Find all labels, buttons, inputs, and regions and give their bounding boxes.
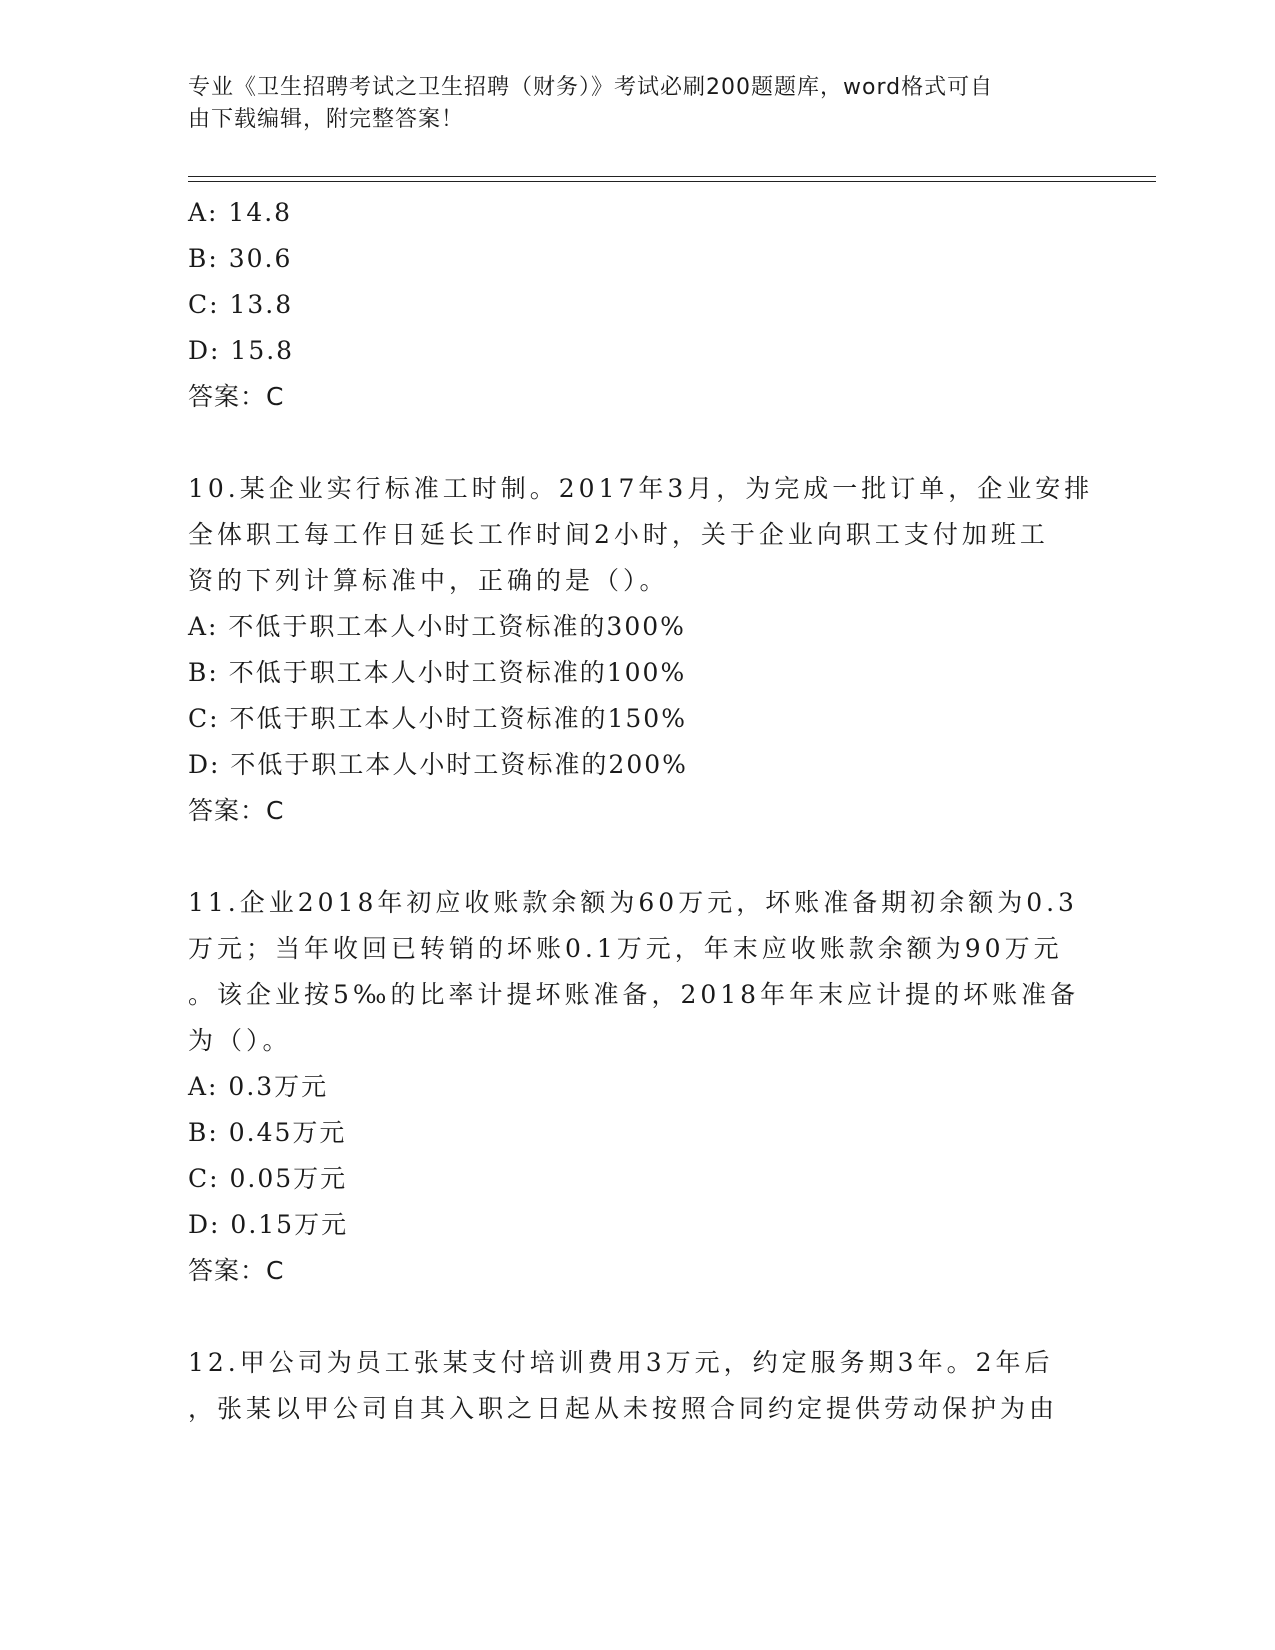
header-divider-top [188,176,1156,177]
header-divider-bottom [188,181,1156,182]
question-text-line: 11.企业2018年初应收账款余额为60万元，坏账准备期初余额为0.3 [188,888,1078,917]
question-text-line: 12.甲公司为员工张某支付培训费用3万元，约定服务期3年。2年后 [188,1348,1054,1377]
spacer [188,1294,1088,1340]
option-c: C: 不低于职工本人小时工资标准的150% [188,704,687,733]
question-text-line: ，张某以甲公司自其入职之日起从未按照合同约定提供劳动保护为由 [188,1394,1059,1423]
spacer [188,420,1088,466]
answer-line: 答案：C [188,382,285,411]
document-body [188,190,1094,1432]
header-line-2: 由下载编辑，附完整答案！ [188,107,465,132]
option-d: D: 0.15万元 [188,1210,349,1239]
question-12-block [188,1340,1088,1432]
answer-line: 答案：C [188,1256,285,1285]
option-a: A: 0.3万元 [188,1072,329,1101]
question-text-line: 万元；当年收回已转销的坏账0.1万元，年末应收账款余额为90万元 [188,934,1063,963]
option-a: A: 14.8 [188,198,293,227]
question-text-line: 10.某企业实行标准工时制。2017年3月，为完成一批订单，企业安排 [188,474,1094,503]
question-text-line: 为（）。 [188,1026,292,1055]
question-10-block [188,466,1094,834]
option-d: D: 不低于职工本人小时工资标准的200% [188,750,688,779]
header-line-1: 专业《卫生招聘考试之卫生招聘（财务）》考试必刷200题题库，word格式可自 [188,75,994,100]
answer-line: 答案：C [188,796,285,825]
option-c: C: 13.8 [188,290,294,319]
document-header [188,72,1088,136]
question-text-line: 全体职工每工作日延长工作时间2小时，关于企业向职工支付加班工 [188,520,1049,549]
option-b: B: 0.45万元 [188,1118,347,1147]
question-11-block [188,880,1088,1294]
option-d: D: 15.8 [188,336,295,365]
option-b: B: 30.6 [188,244,293,273]
option-b: B: 不低于职工本人小时工资标准的100% [188,658,687,687]
option-c: C: 0.05万元 [188,1164,348,1193]
question-9-block [188,190,1088,420]
spacer [188,834,1088,880]
question-text-line: 资的下列计算标准中，正确的是（）。 [188,566,669,595]
question-text-line: 。该企业按5‰的比率计提坏账准备，2018年年末应计提的坏账准备 [188,980,1080,1009]
option-a: A: 不低于职工本人小时工资标准的300% [188,612,686,641]
